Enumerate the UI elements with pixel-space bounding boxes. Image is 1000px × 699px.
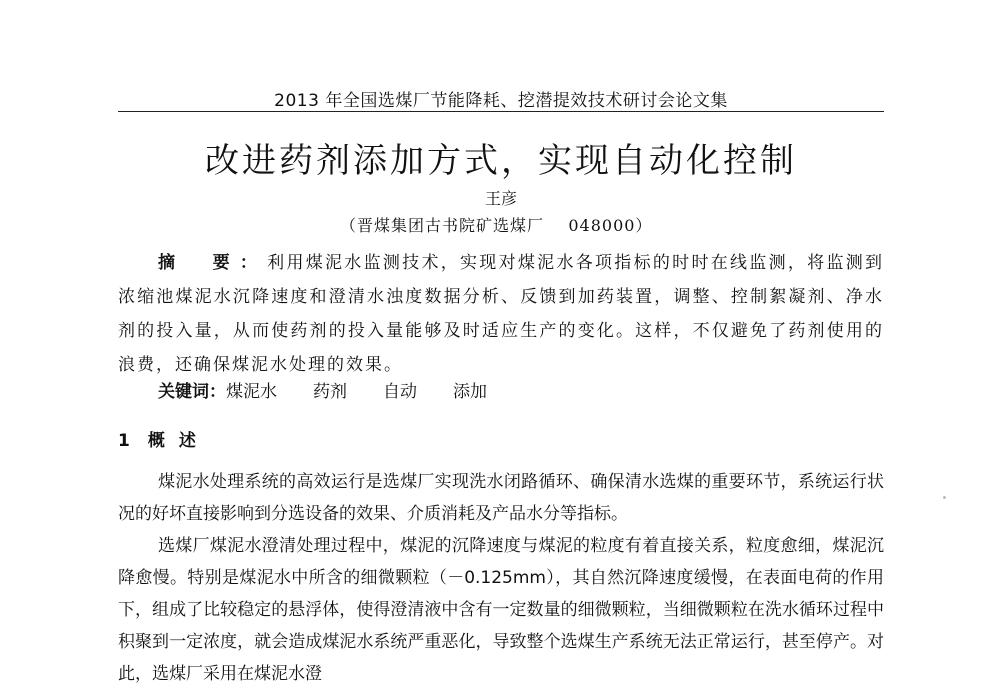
body-paragraph: 煤泥水处理系统的高效运行是选煤厂实现洗水闭路循环、确保清水选煤的重要环节，系统运行状况的好坏直接影响到分选设备的效果、介质消耗及产品水分等指标。 xyxy=(118,472,884,524)
header-rule xyxy=(118,111,884,112)
keywords-label: 关键词： xyxy=(158,382,226,402)
section-heading xyxy=(118,426,210,451)
scan-speck xyxy=(943,496,946,499)
keyword: 药剂 xyxy=(313,382,347,402)
running-header: 2013 年全国选煤厂节能降耗、挖潜提效技术研讨会论文集 xyxy=(274,91,728,111)
section-title: 概述 xyxy=(147,431,210,451)
section-body xyxy=(118,466,884,690)
keyword: 添加 xyxy=(453,382,487,402)
abstract-label: 摘 要： xyxy=(158,253,268,273)
body-paragraph: 选煤厂煤泥水澄清处理过程中，煤泥的沉降速度与煤泥的粒度有着直接关系，粒度愈细，煤泥沉降愈慢。特别是煤泥水中所含的细微颗粒（－0.125mm），其自然沉降速度缓慢，在表面电荷的作用下，组成了比较稳定的悬浮体，使得澄清液中含有一定数量的细微颗粒，当细微颗粒在洗水循环过程中积聚到一定浓度，就会造成煤泥水系统严重恶化，导致整个选煤生产系统无法正常运行，甚至停产。对此，选煤厂采用在煤泥水澄 xyxy=(118,536,884,684)
abstract-text: 利用煤泥水监测技术，实现对煤泥水各项指标的时时在线监测，将监测到浓缩池煤泥水沉降速度和澄清水浊度数据分析、反馈到加药装置，调整、控制絮凝剂、净水剂的投入量，从而使药剂的投入量能够及时适应生产的变化。这样，不仅避免了药剂使用的浪费，还确保煤泥水处理的效果。 xyxy=(118,253,885,375)
author-name: 王彦 xyxy=(484,189,517,208)
keyword: 煤泥水 xyxy=(226,382,277,402)
keyword: 自动 xyxy=(383,382,417,402)
abstract xyxy=(118,246,884,382)
paper-title: 改进药剂添加方式，实现自动化控制 xyxy=(205,141,797,181)
keywords xyxy=(158,377,523,402)
section-number: 1 xyxy=(118,431,130,451)
author-affiliation: （晋煤集团古书院矿选煤厂 048000） xyxy=(340,216,653,235)
